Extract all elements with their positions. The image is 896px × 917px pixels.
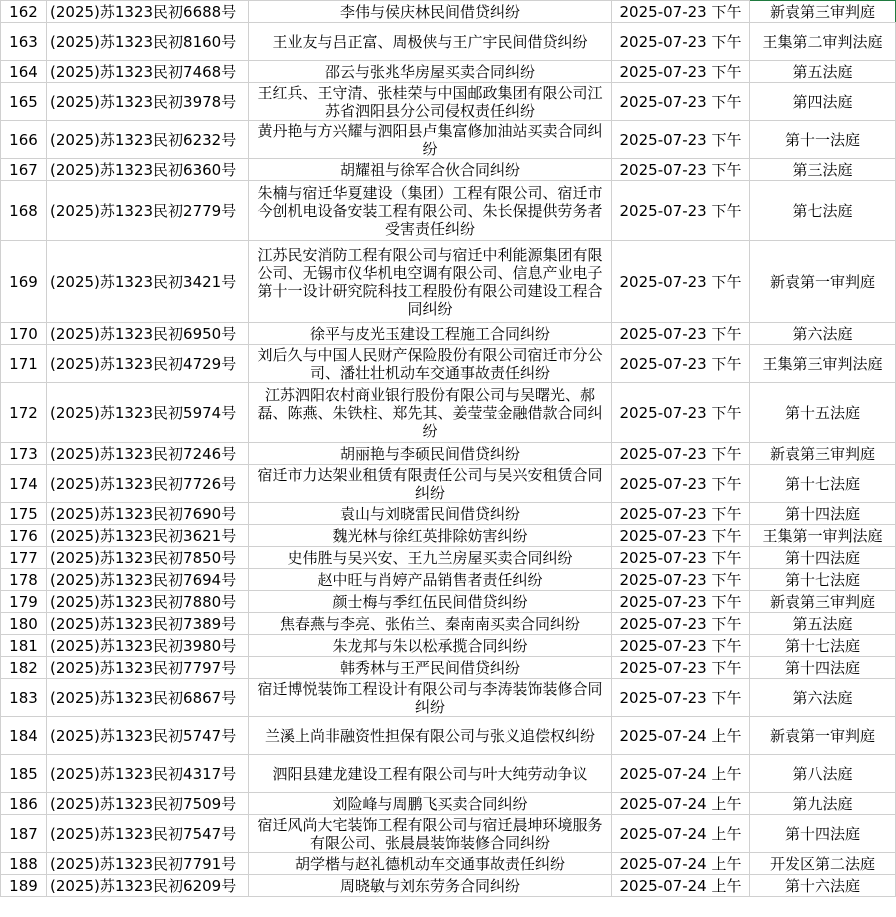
table-row	[1, 241, 896, 323]
session-time-cell[interactable]: 2025-07-23 下午	[612, 547, 750, 569]
row-number-cell[interactable]: 168	[1, 181, 47, 241]
case-title-cell[interactable]: 王红兵、王守清、张桂荣与中国邮政集团有限公司江苏省泗阳县分公司侵权责任纠纷	[249, 83, 612, 121]
table-row	[1, 503, 896, 525]
case-number-cell[interactable]: (2025)苏1323民初6950号	[47, 323, 249, 345]
row-number-cell[interactable]: 173	[1, 443, 47, 465]
table-row	[1, 159, 896, 181]
table-row	[1, 1, 896, 23]
session-time-cell[interactable]: 2025-07-24 上午	[612, 815, 750, 853]
table-row	[1, 853, 896, 875]
case-number-cell[interactable]: (2025)苏1323民初7547号	[47, 815, 249, 853]
case-title-cell[interactable]: 袁山与刘晓雷民间借贷纠纷	[249, 503, 612, 525]
row-number-cell[interactable]: 177	[1, 547, 47, 569]
session-time-cell[interactable]: 2025-07-23 下午	[612, 345, 750, 383]
table-row	[1, 465, 896, 503]
case-number-cell[interactable]: (2025)苏1323民初6360号	[47, 159, 249, 181]
table-row	[1, 875, 896, 897]
table-row	[1, 323, 896, 345]
courtroom-cell[interactable]: 王集第三审判法庭	[750, 345, 896, 383]
courtroom-cell[interactable]: 王集第二审判法庭	[750, 23, 896, 61]
case-number-cell[interactable]: (2025)苏1323民初7690号	[47, 503, 249, 525]
courtroom-cell[interactable]: 第十四法庭	[750, 657, 896, 679]
case-number-cell[interactable]: (2025)苏1323民初7246号	[47, 443, 249, 465]
session-time-cell[interactable]: 2025-07-23 下午	[612, 1, 750, 23]
courtroom-cell[interactable]: 第五法庭	[750, 613, 896, 635]
case-title-cell[interactable]: 宿迁市力达架业租赁有限责任公司与吴兴安租赁合同纠纷	[249, 465, 612, 503]
case-title-cell[interactable]: 朱龙邦与朱以松承揽合同纠纷	[249, 635, 612, 657]
case-number-cell[interactable]: (2025)苏1323民初8160号	[47, 23, 249, 61]
session-time-cell[interactable]: 2025-07-24 上午	[612, 875, 750, 897]
case-title-cell[interactable]: 江苏民安消防工程有限公司与宿迁中利能源集团有限公司、无锡市仪华机电空调有限公司、信息产业电子第十一设计研究院科技工程股份有限公司建设工程合同纠纷	[249, 241, 612, 323]
session-time-cell[interactable]: 2025-07-24 上午	[612, 853, 750, 875]
case-number-cell[interactable]: (2025)苏1323民初2779号	[47, 181, 249, 241]
courtroom-cell[interactable]: 第十四法庭	[750, 547, 896, 569]
case-number-cell[interactable]: (2025)苏1323民初3978号	[47, 83, 249, 121]
courtroom-cell[interactable]: 第十七法庭	[750, 465, 896, 503]
session-time-cell[interactable]: 2025-07-24 上午	[612, 755, 750, 793]
table-row	[1, 121, 896, 159]
case-number-cell[interactable]: (2025)苏1323民初6232号	[47, 121, 249, 159]
row-number-cell[interactable]: 182	[1, 657, 47, 679]
courtroom-cell[interactable]: 第十六法庭	[750, 875, 896, 897]
row-number-cell[interactable]: 162	[1, 1, 47, 23]
case-title-cell[interactable]: 黄丹艳与方兴耀与泗阳县卢集富修加油站买卖合同纠纷	[249, 121, 612, 159]
session-time-cell[interactable]: 2025-07-23 下午	[612, 241, 750, 323]
courtroom-cell[interactable]: 开发区第二法庭	[750, 853, 896, 875]
courtroom-cell[interactable]: 第十五法庭	[750, 383, 896, 443]
session-time-cell[interactable]: 2025-07-23 下午	[612, 591, 750, 613]
case-title-cell[interactable]: 刘后久与中国人民财产保险股份有限公司宿迁市分公司、潘壮壮机动车交通事故责任纠纷	[249, 345, 612, 383]
case-title-cell[interactable]: 胡丽艳与李硕民间借贷纠纷	[249, 443, 612, 465]
row-number-cell[interactable]: 180	[1, 613, 47, 635]
case-title-cell[interactable]: 宿迁博悦装饰工程设计有限公司与李涛装饰装修合同纠纷	[249, 679, 612, 717]
session-time-cell[interactable]: 2025-07-23 下午	[612, 503, 750, 525]
courtroom-cell[interactable]: 第九法庭	[750, 793, 896, 815]
session-time-cell[interactable]: 2025-07-23 下午	[612, 181, 750, 241]
session-time-cell[interactable]: 2025-07-23 下午	[612, 61, 750, 83]
row-number-cell[interactable]: 183	[1, 679, 47, 717]
table-row	[1, 635, 896, 657]
case-title-cell[interactable]: 徐平与皮光玉建设工程施工合同纠纷	[249, 323, 612, 345]
courtroom-cell[interactable]: 新袁第一审判庭	[750, 241, 896, 323]
case-title-cell[interactable]: 韩秀林与王严民间借贷纠纷	[249, 657, 612, 679]
row-number-cell[interactable]: 169	[1, 241, 47, 323]
session-time-cell[interactable]: 2025-07-23 下午	[612, 443, 750, 465]
session-time-cell[interactable]: 2025-07-23 下午	[612, 121, 750, 159]
table-row	[1, 717, 896, 755]
table-row	[1, 23, 896, 61]
session-time-cell[interactable]: 2025-07-23 下午	[612, 83, 750, 121]
row-number-cell[interactable]: 175	[1, 503, 47, 525]
case-title-cell[interactable]: 江苏泗阳农村商业银行股份有限公司与吴曙光、郝磊、陈燕、朱铁柱、郑先其、姜莹莹金融借款合同纠纷	[249, 383, 612, 443]
case-number-cell[interactable]: (2025)苏1323民初7797号	[47, 657, 249, 679]
session-time-cell[interactable]: 2025-07-24 上午	[612, 717, 750, 755]
case-number-cell[interactable]: (2025)苏1323民初4317号	[47, 755, 249, 793]
table-row	[1, 657, 896, 679]
row-number-cell[interactable]: 167	[1, 159, 47, 181]
courtroom-cell[interactable]: 新袁第一审判庭	[750, 717, 896, 755]
row-number-cell[interactable]: 178	[1, 569, 47, 591]
table-row	[1, 547, 896, 569]
case-number-cell[interactable]: (2025)苏1323民初5974号	[47, 383, 249, 443]
courtroom-cell[interactable]: 第十一法庭	[750, 121, 896, 159]
session-time-cell[interactable]: 2025-07-23 下午	[612, 525, 750, 547]
case-title-cell[interactable]: 周晓敏与刘东劳务合同纠纷	[249, 875, 612, 897]
courtroom-cell[interactable]: 第六法庭	[750, 323, 896, 345]
case-title-cell[interactable]: 焦春燕与李亮、张佑兰、秦南南买卖合同纠纷	[249, 613, 612, 635]
table-row	[1, 815, 896, 853]
session-time-cell[interactable]: 2025-07-23 下午	[612, 465, 750, 503]
case-title-cell[interactable]: 宿迁风尚大宅装饰工程有限公司与宿迁晨坤环境服务有限公司、张晨晨装饰装修合同纠纷	[249, 815, 612, 853]
row-number-cell[interactable]: 186	[1, 793, 47, 815]
row-number-cell[interactable]: 170	[1, 323, 47, 345]
courtroom-cell[interactable]: 第十四法庭	[750, 503, 896, 525]
session-time-cell[interactable]: 2025-07-23 下午	[612, 323, 750, 345]
table-row	[1, 345, 896, 383]
case-title-cell[interactable]: 王业友与吕正富、周极侠与王广宇民间借贷纠纷	[249, 23, 612, 61]
row-number-cell[interactable]: 174	[1, 465, 47, 503]
session-time-cell[interactable]: 2025-07-23 下午	[612, 383, 750, 443]
case-title-cell[interactable]: 魏光林与徐红英排除妨害纠纷	[249, 525, 612, 547]
table-row	[1, 679, 896, 717]
courtroom-cell[interactable]: 第四法庭	[750, 83, 896, 121]
case-number-cell[interactable]: (2025)苏1323民初7468号	[47, 61, 249, 83]
case-number-cell[interactable]: (2025)苏1323民初6209号	[47, 875, 249, 897]
row-number-cell[interactable]: 176	[1, 525, 47, 547]
case-number-cell[interactable]: (2025)苏1323民初3621号	[47, 525, 249, 547]
table-row	[1, 525, 896, 547]
row-number-cell[interactable]: 165	[1, 83, 47, 121]
table-row	[1, 591, 896, 613]
courtroom-cell[interactable]: 第八法庭	[750, 755, 896, 793]
session-time-cell[interactable]: 2025-07-23 下午	[612, 635, 750, 657]
table-row	[1, 383, 896, 443]
case-title-cell[interactable]: 兰溪上尚非融资性担保有限公司与张义追偿权纠纷	[249, 717, 612, 755]
courtroom-cell[interactable]: 第五法庭	[750, 61, 896, 83]
session-time-cell[interactable]: 2025-07-23 下午	[612, 657, 750, 679]
courtroom-cell[interactable]: 第十七法庭	[750, 635, 896, 657]
row-number-cell[interactable]: 179	[1, 591, 47, 613]
case-number-cell[interactable]: (2025)苏1323民初7389号	[47, 613, 249, 635]
table-row	[1, 793, 896, 815]
table-row	[1, 61, 896, 83]
table-row	[1, 613, 896, 635]
case-title-cell[interactable]: 颜士梅与季红伍民间借贷纠纷	[249, 591, 612, 613]
table-row	[1, 443, 896, 465]
row-number-cell[interactable]: 171	[1, 345, 47, 383]
session-time-cell[interactable]: 2025-07-23 下午	[612, 613, 750, 635]
case-title-cell[interactable]: 胡学楷与赵礼德机动车交通事故责任纠纷	[249, 853, 612, 875]
courtroom-cell[interactable]: 新袁第三审判庭	[750, 443, 896, 465]
table-row	[1, 181, 896, 241]
row-number-cell[interactable]: 188	[1, 853, 47, 875]
case-number-cell[interactable]: (2025)苏1323民初7509号	[47, 793, 249, 815]
case-number-cell[interactable]: (2025)苏1323民初7880号	[47, 591, 249, 613]
courtroom-cell[interactable]: 第六法庭	[750, 679, 896, 717]
table-row	[1, 83, 896, 121]
session-time-cell[interactable]: 2025-07-23 下午	[612, 569, 750, 591]
courtroom-cell[interactable]: 第十四法庭	[750, 815, 896, 853]
case-number-cell[interactable]: (2025)苏1323民初7791号	[47, 853, 249, 875]
case-number-cell[interactable]: (2025)苏1323民初6688号	[47, 1, 249, 23]
case-number-cell[interactable]: (2025)苏1323民初7694号	[47, 569, 249, 591]
case-title-cell[interactable]: 朱楠与宿迁华夏建设（集团）工程有限公司、宿迁市今创机电设备安装工程有限公司、朱长保提供劳务者受害责任纠纷	[249, 181, 612, 241]
case-number-cell[interactable]: (2025)苏1323民初6867号	[47, 679, 249, 717]
case-title-cell[interactable]: 刘险峰与周鹏飞买卖合同纠纷	[249, 793, 612, 815]
row-number-cell[interactable]: 164	[1, 61, 47, 83]
courtroom-cell[interactable]: 第三法庭	[750, 159, 896, 181]
row-number-cell[interactable]: 181	[1, 635, 47, 657]
case-number-cell[interactable]: (2025)苏1323民初7726号	[47, 465, 249, 503]
courtroom-cell[interactable]: 第七法庭	[750, 181, 896, 241]
courtroom-cell[interactable]: 第十七法庭	[750, 569, 896, 591]
case-title-cell[interactable]: 史伟胜与吴兴安、王九兰房屋买卖合同纠纷	[249, 547, 612, 569]
case-number-cell[interactable]: (2025)苏1323民初7850号	[47, 547, 249, 569]
row-number-cell[interactable]: 163	[1, 23, 47, 61]
row-number-cell[interactable]: 184	[1, 717, 47, 755]
case-title-cell[interactable]: 邵云与张兆华房屋买卖合同纠纷	[249, 61, 612, 83]
case-number-cell[interactable]: (2025)苏1323民初4729号	[47, 345, 249, 383]
row-number-cell[interactable]: 185	[1, 755, 47, 793]
courtroom-cell[interactable]: 新袁第三审判庭	[750, 591, 896, 613]
row-number-cell[interactable]: 189	[1, 875, 47, 897]
session-time-cell[interactable]: 2025-07-23 下午	[612, 159, 750, 181]
case-title-cell[interactable]: 赵中旺与肖婷产品销售者责任纠纷	[249, 569, 612, 591]
case-number-cell[interactable]: (2025)苏1323民初3421号	[47, 241, 249, 323]
case-title-cell[interactable]: 李伟与侯庆林民间借贷纠纷	[249, 1, 612, 23]
courtroom-cell[interactable]: 新袁第三审判庭	[750, 1, 896, 23]
table-body	[1, 1, 896, 897]
table-row	[1, 569, 896, 591]
table-row	[1, 755, 896, 793]
case-title-cell[interactable]: 泗阳县建龙建设工程有限公司与叶大纯劳动争议	[249, 755, 612, 793]
row-number-cell[interactable]: 166	[1, 121, 47, 159]
row-number-cell[interactable]: 172	[1, 383, 47, 443]
case-title-cell[interactable]: 胡耀祖与徐军合伙合同纠纷	[249, 159, 612, 181]
row-number-cell[interactable]: 187	[1, 815, 47, 853]
session-time-cell[interactable]: 2025-07-23 下午	[612, 679, 750, 717]
session-time-cell[interactable]: 2025-07-24 上午	[612, 793, 750, 815]
case-number-cell[interactable]: (2025)苏1323民初5747号	[47, 717, 249, 755]
session-time-cell[interactable]: 2025-07-23 下午	[612, 23, 750, 61]
case-number-cell[interactable]: (2025)苏1323民初3980号	[47, 635, 249, 657]
courtroom-cell[interactable]: 王集第一审判法庭	[750, 525, 896, 547]
